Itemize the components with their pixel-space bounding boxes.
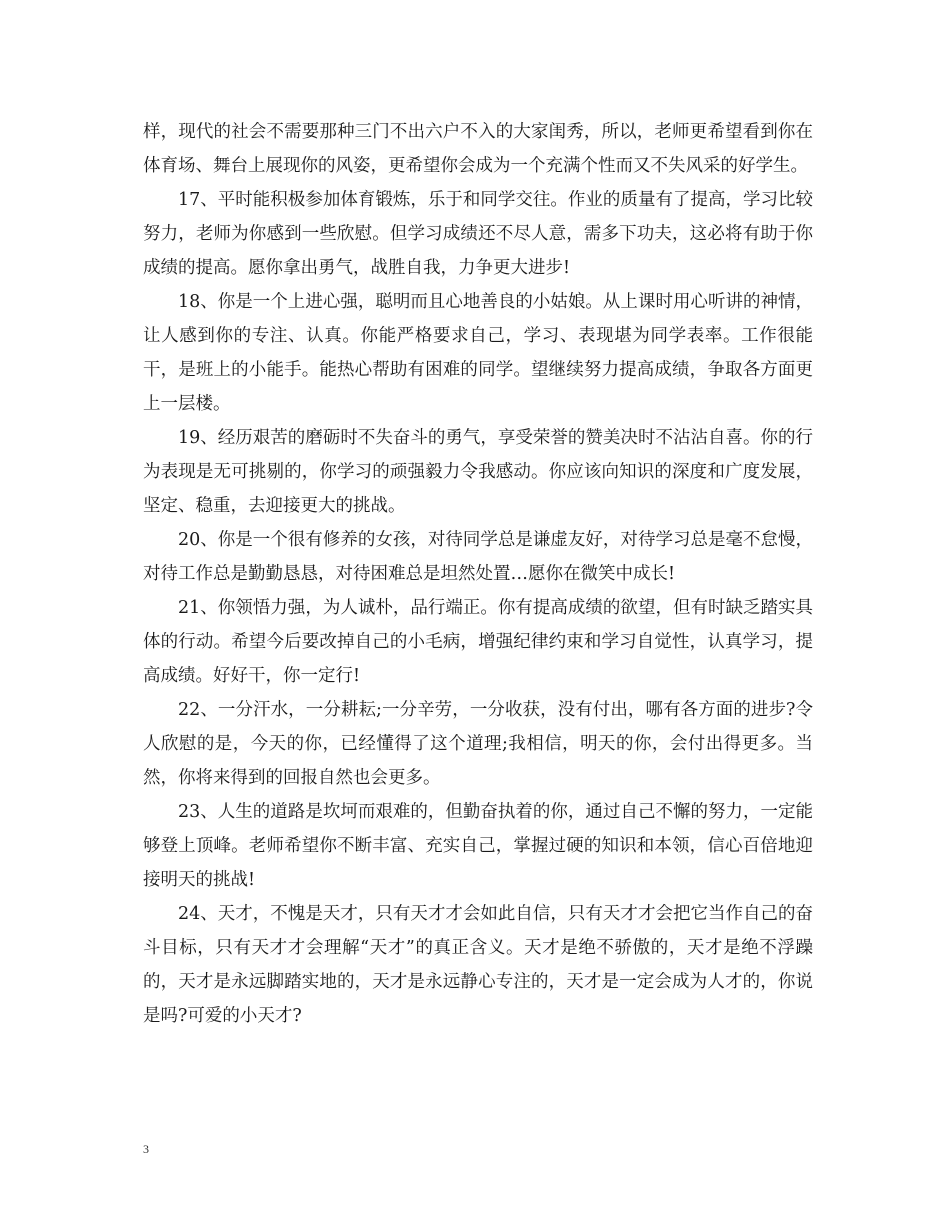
paragraph-24: 24、天才，不愧是天才，只有天才才会如此自信，只有天才才会把它当作自己的奋斗目标，只有天才才会理解“天才”的真正含义。天才是绝不骄傲的，天才是绝不浮躁的，天才是永远脚踏实地的，天才是永远静心专注的，天才是一定会成为人才的，你说是吗?可爱的小天才? (143, 904, 813, 1026)
paragraph-23: 23、人生的道路是坎坷而艰难的，但勤奋执着的你，通过自己不懈的努力，一定能够登上顶峰。老师希望你不断丰富、充实自己，掌握过硬的知识和本领，信心百倍地迎接明天的挑战! (143, 802, 813, 890)
page-number: 3 (143, 1142, 149, 1156)
paragraph-20: 20、你是一个很有修养的女孩，对待同学总是谦虚友好，对待学习总是毫不怠慢，对待工作总是勤勤恳恳，对待困难总是坦然处置…愿你在微笑中成长! (143, 530, 813, 584)
paragraph-continued: 样，现代的社会不需要那种三门不出六户不入的大家闺秀，所以，老师更希望看到你在体育场、舞台上展现你的风姿，更希望你会成为一个充满个性而又不失风采的好学生。 (143, 122, 813, 176)
paragraph-18: 18、你是一个上进心强，聪明而且心地善良的小姑娘。从上课时用心听讲的神情，让人感到你的专注、认真。你能严格要求自己，学习、表现堪为同学表率。工作很能干，是班上的小能手。能热心帮助有困难的同学。望继续努力提高成绩，争取各方面更上一层楼。 (143, 292, 813, 414)
paragraph-22: 22、一分汗水，一分耕耘;一分辛劳，一分收获，没有付出，哪有各方面的进步?令人欣慰的是，今天的你，已经懂得了这个道理;我相信，明天的你，会付出得更多。当然，你将来得到的回报自然也会更多。 (143, 700, 813, 788)
paragraph-17: 17、平时能积极参加体育锻炼，乐于和同学交往。作业的质量有了提高，学习比较努力，老师为你感到一些欣慰。但学习成绩还不尽人意，需多下功夫，这必将有助于你成绩的提高。愿你拿出勇气，战胜自我，力争更大进步! (143, 190, 813, 278)
paragraph-21: 21、你领悟力强，为人诚朴，品行端正。你有提高成绩的欲望，但有时缺乏踏实具体的行动。希望今后要改掉自己的小毛病，增强纪律约束和学习自觉性，认真学习，提高成绩。好好干，你一定行! (143, 598, 813, 686)
paragraph-19: 19、经历艰苦的磨砺时不失奋斗的勇气，享受荣誉的赞美决时不沾沾自喜。你的行为表现是无可挑剔的，你学习的顽强毅力令我感动。你应该向知识的深度和广度发展，坚定、稳重，去迎接更大的挑战。 (143, 428, 813, 516)
document-body (143, 115, 813, 1033)
